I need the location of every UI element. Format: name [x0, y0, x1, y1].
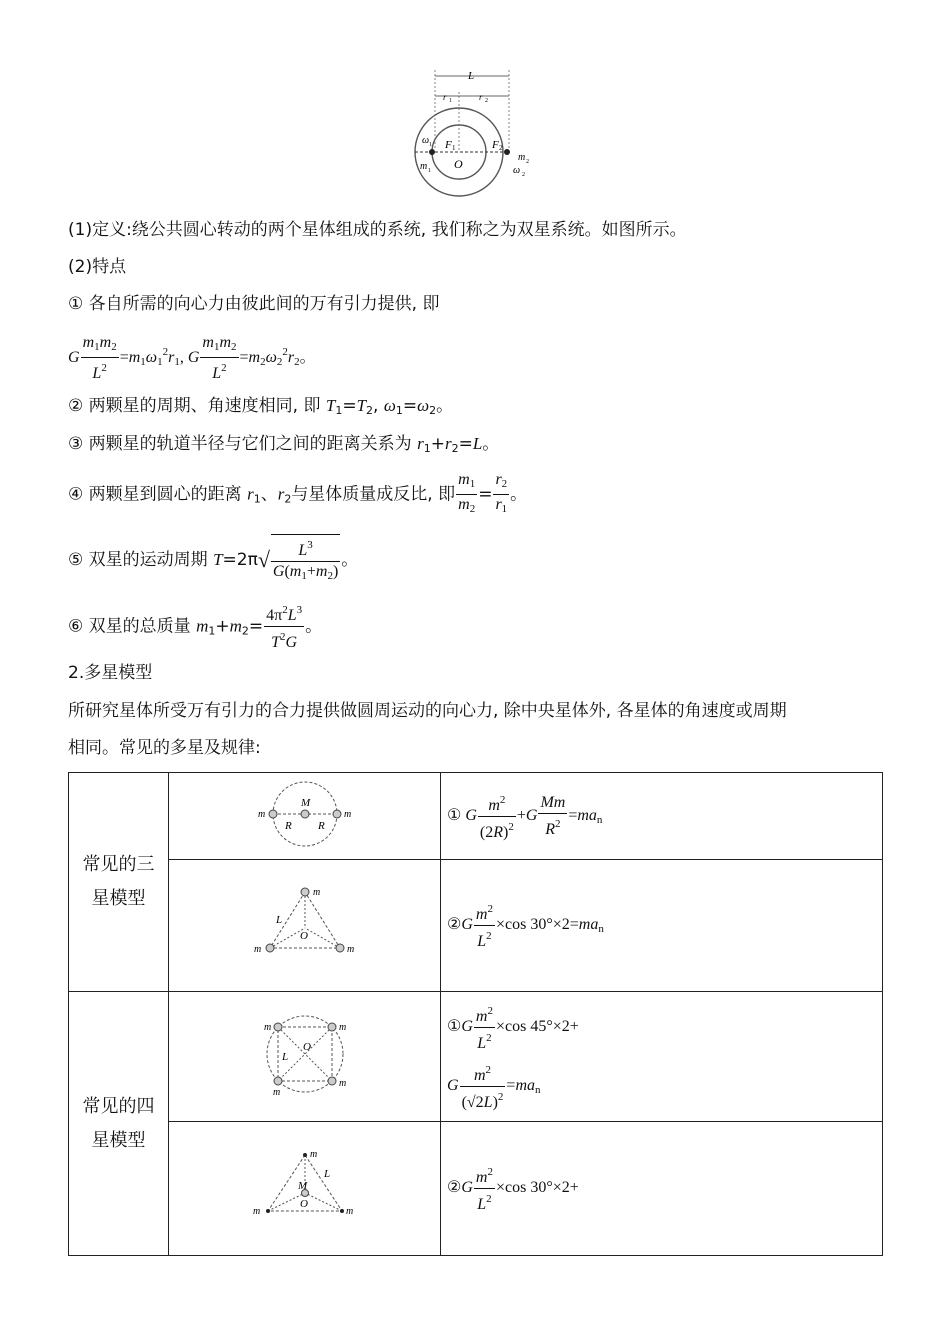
feature-4: ④ 两颗星到圆心的距离 $r_1$、$r_2$与星体质量成反比, 即 $\frac{m_1}{m_2}$ = $\frac{r_2}{r_1}$ 。 — [68, 471, 528, 515]
intro-line-1: 所研究星体所受万有引力的合力提供做圆周运动的向心力, 除中央星体外, 各星体的角速度或周期 — [68, 701, 787, 721]
svg-text:R: R — [317, 819, 325, 832]
formula-f1: G $\frac{m_1m_2}{L^2}$ $=m_1\omega_1^2r_1$, G $\frac{m_1m_2}{L^2}$ $=m_2\omega_2^2r_2$。 — [68, 333, 316, 382]
svg-text:O: O — [299, 1198, 308, 1210]
svg-text:2: 2 — [485, 98, 488, 104]
triple-star-label: 常见的三 星模型 — [69, 773, 169, 992]
svg-text:L: L — [323, 1168, 330, 1180]
svg-text:m: m — [257, 808, 265, 820]
svg-text:O: O — [299, 930, 308, 942]
section-2-heading: 2.多星模型 — [68, 663, 153, 683]
triple-star-line-figure — [250, 777, 360, 851]
svg-text:L: L — [275, 914, 282, 926]
svg-text:O: O — [302, 1041, 311, 1053]
svg-text:1: 1 — [449, 98, 452, 104]
svg-text:2: 2 — [526, 159, 529, 165]
svg-text:1: 1 — [428, 168, 431, 174]
features-heading: (2)特点 — [68, 257, 127, 277]
quad-star-label: 常见的四 星模型 — [69, 992, 169, 1256]
feature-1: ① 各自所需的向心力由彼此间的万有引力提供, 即 — [68, 294, 440, 314]
svg-text:ω: ω — [513, 165, 521, 176]
quad-star-formula-1: ①G $\frac{m^2}{L^2}$ ×cos 45°×2+ G $\frac{m^2}{(√2L)^2}$ $=ma_n$ — [441, 992, 883, 1122]
svg-text:F: F — [445, 139, 452, 151]
svg-text:m: m — [272, 1087, 280, 1096]
feature-2: ② 两颗星的周期、角速度相同, 即 $T_1=T_2$, $\omega_1=\omega_2$。 — [68, 396, 454, 417]
svg-text:m: m — [263, 1022, 271, 1033]
svg-text:m: m — [518, 152, 526, 163]
svg-text:m: m — [343, 808, 351, 820]
svg-text:2: 2 — [499, 144, 503, 152]
svg-text:m: m — [253, 944, 261, 955]
svg-text:m: m — [309, 1149, 317, 1160]
definition-text: (1)定义:绕公共圆心转动的两个星体组成的系统, 我们称之为双星系统。如图所示。 — [68, 220, 687, 240]
triple-star-triangle-figure — [250, 886, 360, 960]
svg-text:2: 2 — [522, 172, 525, 178]
svg-text:m: m — [420, 161, 428, 172]
svg-text:m: m — [346, 944, 354, 955]
svg-text:L: L — [281, 1051, 288, 1063]
triple-star-formula-2: ②G $\frac{m^2}{L^2}$ ×cos $30^\circ\times 2=ma_n$ — [441, 860, 883, 992]
feature-3: ③ 两颗星的轨道半径与它们之间的距离关系为 $r_1+r_2=L$。 — [68, 434, 500, 455]
svg-text:r: r — [479, 92, 483, 102]
svg-text:m: m — [338, 1022, 346, 1033]
svg-text:1: 1 — [452, 144, 456, 152]
quad-star-formula-2: ②G $\frac{m^2}{L^2}$ ×cos 30°×2+ — [441, 1122, 883, 1256]
svg-text:m: m — [338, 1078, 346, 1089]
multi-star-table — [68, 772, 883, 1256]
fig-label-L: L — [468, 70, 475, 82]
svg-text:m: m — [252, 1206, 260, 1217]
svg-text:m: m — [312, 887, 320, 898]
svg-text:F: F — [492, 139, 499, 151]
svg-text:1: 1 — [429, 142, 432, 148]
svg-text:r: r — [443, 92, 447, 102]
binary-star-figure — [405, 62, 555, 210]
quad-star-square-figure — [250, 1012, 360, 1096]
triple-star-formula-1: ① G $\frac{m^2}{(2R)^2}$ +G $\frac{Mm}{R^2}$ $=ma_n$ — [441, 773, 883, 860]
feature-5: ⑤ 双星的运动周期 T=2π√ $\frac{L^3}{G(m_1+m_2)}$ 。 — [68, 534, 358, 586]
svg-text:M: M — [297, 1180, 307, 1192]
intro-line-2: 相同。常见的多星及规律: — [68, 738, 261, 758]
svg-text:O: O — [454, 157, 463, 171]
svg-text:R: R — [284, 819, 292, 832]
svg-text:M: M — [300, 796, 310, 809]
feature-6: ⑥ 双星的总质量 $m_1+m_2=$ $\frac{4\pi^2L^3}{T^2G}$ 。 — [68, 600, 322, 656]
quad-star-triangle-figure — [250, 1149, 360, 1223]
svg-text:ω: ω — [422, 135, 430, 146]
svg-text:m: m — [345, 1206, 353, 1217]
